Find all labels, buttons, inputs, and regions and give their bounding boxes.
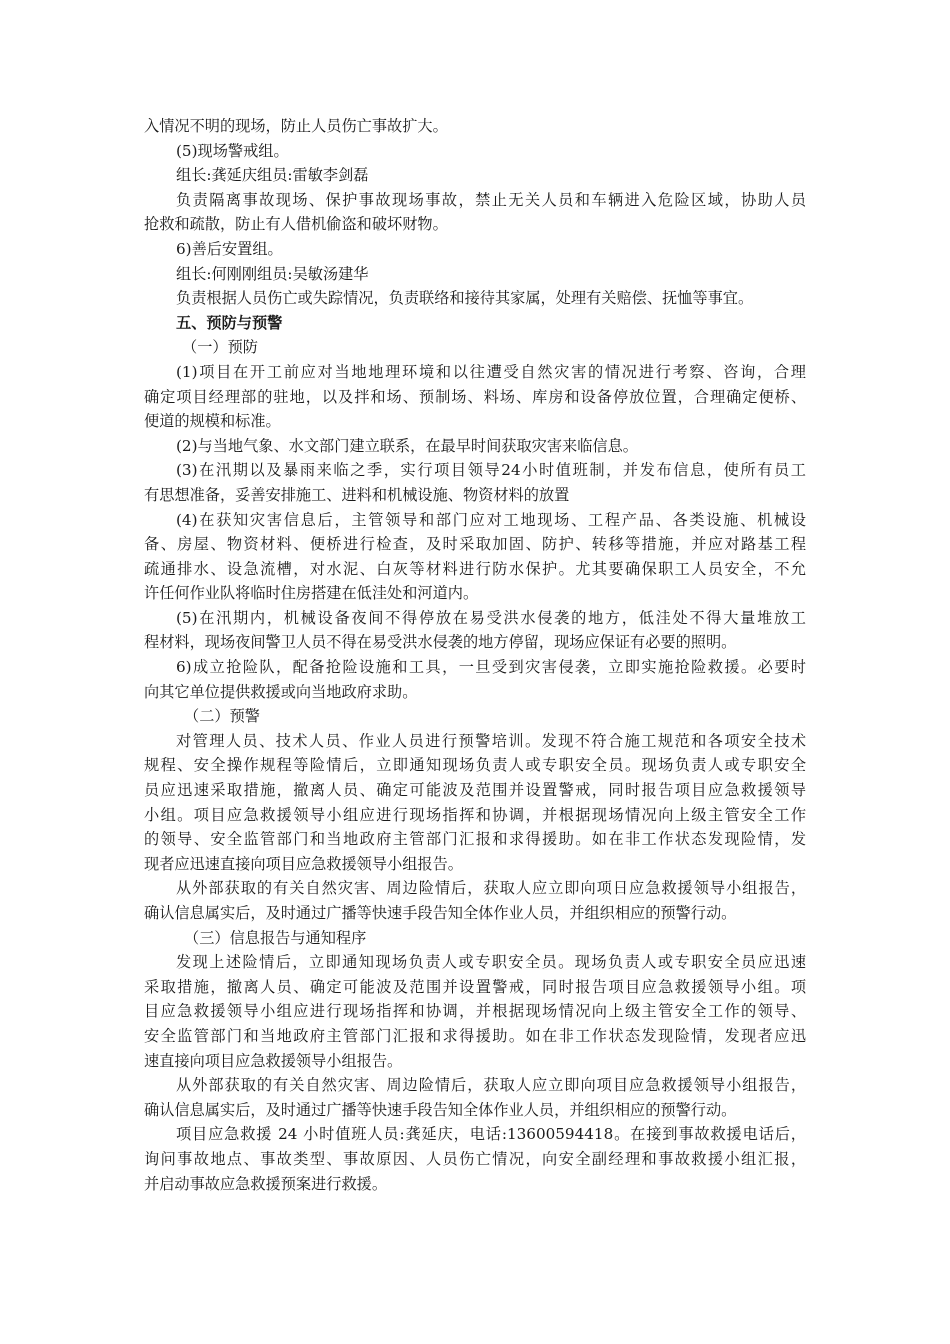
team-members-line: 组长:何刚刚组员:吴敏汤建华 <box>176 264 369 283</box>
paragraph-line: 小组。项目应急救援领导小组应进行现场指挥和协调，并根据现场情况向上级主管安全工作 <box>144 805 806 824</box>
document-page <box>144 114 806 1196</box>
paragraph-line: 目应急救援领导小组应进行现场指挥和协调，并根据现场情况向上级主管安全工作的领导、 <box>144 1002 806 1021</box>
paragraph-line: 入情况不明的现场，防止人员伤亡事故扩大。 <box>144 117 448 135</box>
paragraph-line: (5)在汛期内，机械设备夜间不得停放在易受洪水侵袭的地方，低洼处不得大量堆放工 <box>176 608 806 627</box>
paragraph-line: 抢救和疏散，防止有人借机偷盗和破坏财物。 <box>144 215 448 234</box>
list-item-heading: 6)善后安置组。 <box>176 239 283 258</box>
paragraph-line: 速直接向项目应急救援领导小组报告。 <box>144 1051 403 1070</box>
subsection-heading: （二）预警 <box>184 707 260 726</box>
paragraph-line: 确认信息属实后，及时通过广播等快速手段告知全体作业人员，并组织相应的预警行动。 <box>144 904 737 922</box>
list-item-heading: (5)现场警戒组。 <box>176 141 289 160</box>
paragraph-line: 询问事故地点、事故类型、事故原因、人员伤亡情况，向安全副经理和事故救援小组汇报， <box>144 1149 806 1168</box>
paragraph-line: 负责隔离事故现场、保护事故现场事故，禁止无关人员和车辆进入危险区域，协助人员 <box>176 190 806 209</box>
paragraph-line: 对管理人员、技术人员、作业人员进行预警培训。发现不符合施工规范和各项安全技术 <box>176 731 806 750</box>
paragraph-line: 确定项目经理部的驻地，以及拌和场、预制场、料场、库房和设备停放位置，合理确定便桥、 <box>144 387 806 406</box>
paragraph-line: 发现上述险情后，立即通知现场负责人或专职安全员。现场负责人或专职安全员应迅速 <box>176 953 806 972</box>
subsection-heading: （一）预防 <box>182 338 258 357</box>
paragraph-line: 现者应迅速直接向项目应急救援领导小组报告。 <box>144 854 463 873</box>
paragraph-line: 并启动事故应急救援预案进行救援。 <box>144 1174 387 1193</box>
paragraph-line: 许任何作业队将临时住房搭建在低洼处和河道内。 <box>144 584 479 603</box>
paragraph-line: 向其它单位提供救援或向当地政府求助。 <box>144 682 418 701</box>
paragraph-line: 6)成立抢险队，配备抢险设施和工具，一旦受到灾害侵袭，立即实施抢险救援。必要时 <box>176 658 806 677</box>
paragraph-line: 规程、安全操作规程等险情后，立即通知现场负责人或专职安全员。现场负责人或专职安全 <box>144 756 806 775</box>
paragraph-line: 的领导、安全监管部门和当地政府主管部门汇报和求得援助。如在非工作状态发现险情，发 <box>144 830 806 849</box>
subsection-heading: （三）信息报告与通知程序 <box>184 928 367 947</box>
paragraph-line: 程材料，现场夜间警卫人员不得在易受洪水侵袭的地方停留，现场应保证有必要的照明。 <box>144 633 737 652</box>
team-members-line: 组长:龚延庆组员:雷敏李剑磊 <box>176 166 369 185</box>
paragraph-line: 负责根据人员伤亡或失踪情况，负责联络和接待其家属，处理有关赔偿、抚恤等事宜。 <box>176 289 754 308</box>
paragraph-line: (2)与当地气象、水文部门建立联系，在最早时间获取灾害来临信息。 <box>176 436 638 455</box>
paragraph-line: 安全监管部门和当地政府主管部门汇报和求得援助。如在非工作状态发现险情，发现者应迅 <box>144 1026 806 1045</box>
paragraph-line: (4)在获知灾害信息后，主管领导和部门应对工地现场、工程产品、各类设施、机械设 <box>176 510 806 529</box>
paragraph-line: (3)在汛期以及暴雨来临之季，实行项目领导24小时值班制，并发布信息，使所有员工 <box>176 461 806 480</box>
paragraph-line: (1)项目在开工前应对当地地理环境和以往遭受自然灾害的情况进行考察、咨询，合理 <box>176 362 806 381</box>
paragraph-line: 员应迅速采取措施，撤离人员、确定可能波及范围并设置警戒，同时报告项目应急救援领导 <box>144 781 806 800</box>
paragraph-line: 疏通排水、设急流槽，对水泥、白灰等材料进行防水保护。尤其要确保职工人员安全，不允 <box>144 559 806 578</box>
paragraph-line: 项目应急救援 24 小时值班人员:龚延庆，电话:13600594418。在接到事故救援电话后， <box>176 1125 806 1144</box>
paragraph-line: 从外部获取的有关自然灾害、周边险情后，获取人应立即向项日应急救援领导小组报告， <box>176 879 806 898</box>
section-heading: 五、预防与预警 <box>176 313 283 332</box>
paragraph-line: 采取措施，撤离人员、确定可能波及范围并设置警戒，同时报告项目应急救援领导小组。项 <box>144 977 806 996</box>
paragraph-line: 备、房屋、物资材料、便桥进行检查，及时采取加固、防护、转移等措施，并应对路基工程 <box>144 535 806 554</box>
paragraph-line: 确认信息属实后，及时通过广播等快速手段告知全体作业人员，并组织相应的预警行动。 <box>144 1100 737 1119</box>
paragraph-line: 便道的规模和标准。 <box>144 412 281 431</box>
paragraph-line: 从外部获取的有关自然灾害、周边险情后，获取人应立即向项目应急救援领导小组报告， <box>176 1076 806 1095</box>
paragraph-line: 有思想准备，妥善安排施工、进料和机械设施、物资材料的放置 <box>144 485 570 504</box>
